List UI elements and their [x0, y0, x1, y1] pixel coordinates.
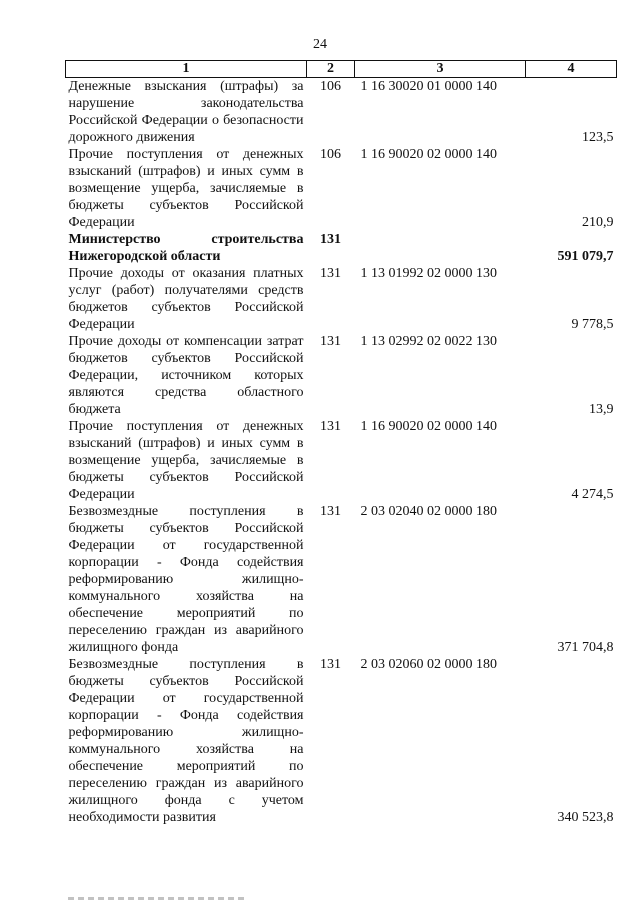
table-row	[66, 503, 617, 656]
row-admin-code: 106	[320, 147, 341, 162]
column-header-2: 2	[307, 61, 355, 78]
row-name: Прочие поступления от денежных взысканий (штрафов) и иных сумм в возмещение ущерба, зачисляемые в бюджеты субъектов Российской Федерации	[68, 147, 304, 230]
column-header-4: 4	[526, 61, 617, 78]
row-amount: 591 079,7	[557, 249, 614, 264]
row-name: Прочие доходы от компенсации затрат бюджетов субъектов Российской Федерации, источником которых являются средства областного бюджета	[68, 334, 304, 417]
row-amount: 371 704,8	[557, 640, 614, 655]
row-budget-code: 1 16 90020 02 0000 140	[360, 419, 497, 434]
header-row	[66, 61, 617, 78]
table-row	[66, 656, 617, 826]
row-admin-code: 131	[320, 232, 341, 247]
row-amount: 123,5	[582, 130, 614, 145]
table-row	[66, 333, 617, 418]
row-name: Министерство строительства Нижегородской области	[68, 232, 304, 264]
row-amount: 340 523,8	[557, 810, 614, 825]
scan-artifact	[68, 897, 248, 900]
row-name: Безвозмездные поступления в бюджеты субъектов Российской Федерации от государственной корпорации - Фонда содействия реформированию жилищно-коммунального хозяйства на обеспечение мероприятий по переселению граждан из аварийного жилищного фонда	[68, 504, 304, 655]
row-budget-code	[355, 231, 526, 265]
table-row	[66, 265, 617, 333]
page-number: 24	[313, 37, 327, 52]
row-name: Безвозмездные поступления в бюджеты субъектов Российской Федерации от государственной корпорации - Фонда содействия реформированию жилищно-коммунального хозяйства на обеспечение мероприятий по переселению граждан из аварийного жилищного фонда с учетом необходимости развития	[68, 657, 304, 825]
row-admin-code: 131	[320, 266, 341, 281]
row-admin-code: 131	[320, 419, 341, 434]
row-name: Денежные взыскания (штрафы) за нарушение законодательства Российской Федерации о безопасности дорожного движения	[68, 79, 304, 145]
row-name: Прочие доходы от оказания платных услуг (работ) получателями средств бюджетов субъектов Российской Федерации	[68, 266, 304, 332]
table-body	[66, 78, 617, 827]
row-amount: 210,9	[582, 215, 614, 230]
row-budget-code: 1 13 02992 02 0022 130	[360, 334, 497, 349]
row-amount: 13,9	[589, 402, 614, 417]
row-name: Прочие поступления от денежных взысканий (штрафов) и иных сумм в возмещение ущерба, зачисляемые в бюджеты субъектов Российской Федерации	[68, 419, 304, 502]
row-budget-code: 2 03 02040 02 0000 180	[360, 504, 497, 519]
table-row	[66, 146, 617, 231]
row-admin-code: 131	[320, 504, 341, 519]
row-admin-code: 131	[320, 657, 341, 672]
row-budget-code: 1 13 01992 02 0000 130	[360, 266, 497, 281]
table-row	[66, 78, 617, 147]
row-amount: 9 778,5	[571, 317, 614, 332]
row-budget-code: 2 03 02060 02 0000 180	[360, 657, 497, 672]
column-header-3: 3	[355, 61, 526, 78]
revenue-table	[65, 60, 617, 826]
table-row-section	[66, 231, 617, 265]
row-amount: 4 274,5	[571, 487, 614, 502]
table-header	[66, 61, 617, 78]
row-admin-code: 131	[320, 334, 341, 349]
row-admin-code: 106	[320, 79, 341, 94]
row-budget-code: 1 16 90020 02 0000 140	[360, 147, 497, 162]
column-header-1: 1	[66, 61, 307, 78]
table-row	[66, 418, 617, 503]
row-budget-code: 1 16 30020 01 0000 140	[360, 79, 497, 94]
